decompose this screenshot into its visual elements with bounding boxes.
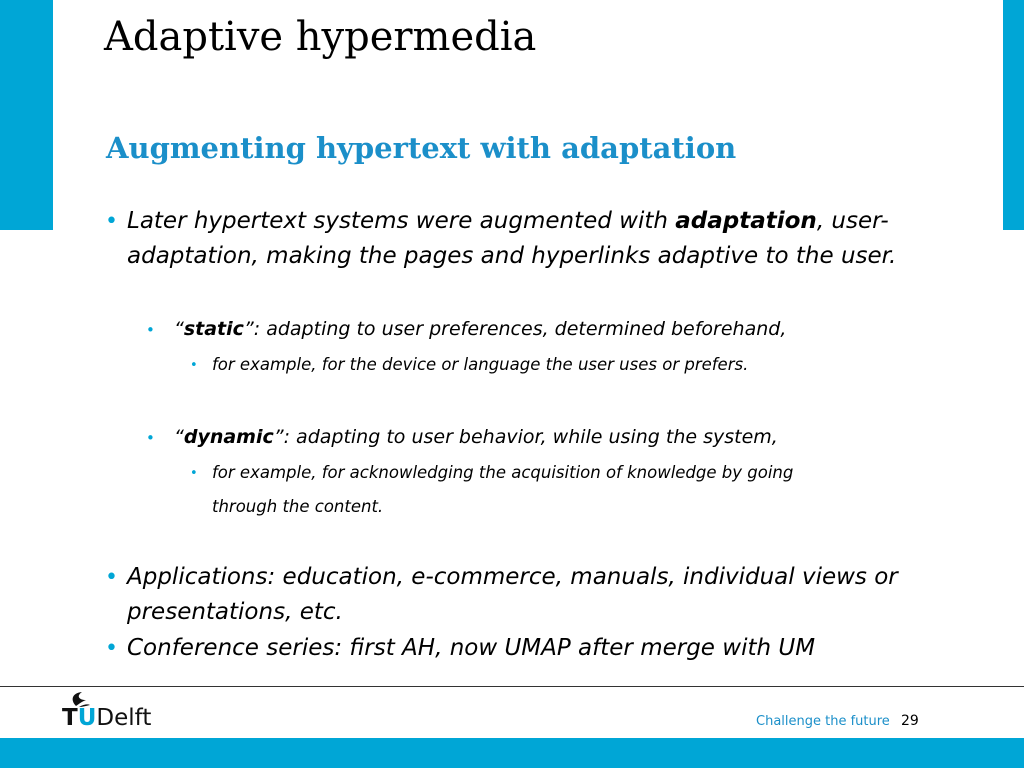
bullet-3-text: Conference series: first AH, now UMAP after merge with UM bbox=[127, 635, 816, 661]
bullet-item-3 bbox=[105, 631, 816, 666]
sub-bullet-static bbox=[146, 314, 787, 344]
bullet-1-text: Later hypertext systems were augmented with bbox=[127, 208, 676, 234]
bullet-1-bold: adaptation bbox=[675, 208, 817, 234]
bullet-dot-icon: • bbox=[105, 636, 118, 661]
static-open-quote: “ bbox=[174, 318, 184, 340]
static-bold: static bbox=[183, 318, 244, 340]
logo-delft: Delft bbox=[96, 705, 152, 731]
tu-delft-logo-text bbox=[62, 705, 151, 731]
dynamic-text: ”: adapting to user behavior, while using the system, bbox=[273, 426, 778, 448]
footer-band bbox=[0, 738, 1024, 768]
footer-tagline: Challenge the future bbox=[756, 714, 890, 729]
bullet-2-line1: Applications: education, e-commerce, manuals, individual views or bbox=[127, 564, 898, 590]
logo-t: T bbox=[62, 705, 78, 731]
static-example-text: for example, for the device or language the user uses or prefers. bbox=[212, 355, 749, 374]
static-text: ”: adapting to user preferences, determined beforehand, bbox=[243, 318, 787, 340]
bullet-1-text-end: , user- bbox=[816, 208, 889, 234]
page-number: 29 bbox=[901, 713, 919, 729]
dynamic-example-line1: for example, for acknowledging the acquisition of knowledge by going bbox=[212, 463, 794, 482]
bullet-dot-icon: • bbox=[105, 209, 118, 234]
bullet-item-1 bbox=[105, 204, 897, 274]
bullet-dot-icon: • bbox=[146, 429, 155, 447]
bullet-dot-icon: • bbox=[190, 466, 198, 481]
logo-tu bbox=[62, 705, 96, 731]
bullet-dot-icon: • bbox=[146, 321, 155, 339]
sub-bullet-dynamic bbox=[146, 422, 778, 452]
bullet-item-2 bbox=[105, 560, 898, 630]
dynamic-bold: dynamic bbox=[183, 426, 274, 448]
bullet-1-line2: adaptation, making the pages and hyperlinks adaptive to the user. bbox=[127, 243, 897, 269]
bullet-2-line2: presentations, etc. bbox=[127, 599, 343, 625]
slide-subtitle: Augmenting hypertext with adaptation bbox=[106, 131, 737, 165]
sub-sub-bullet-dynamic-example bbox=[190, 456, 794, 524]
sub-sub-bullet-static-example bbox=[190, 348, 749, 382]
slide-title: Adaptive hypermedia bbox=[104, 14, 537, 60]
dynamic-open-quote: “ bbox=[174, 426, 184, 448]
footer-divider bbox=[0, 686, 1024, 687]
logo-u: U bbox=[77, 705, 97, 731]
bullet-dot-icon: • bbox=[105, 565, 118, 590]
accent-bar-left bbox=[0, 0, 53, 230]
accent-bar-right bbox=[1003, 0, 1024, 230]
bullet-dot-icon: • bbox=[190, 358, 198, 373]
dynamic-example-line2: through the content. bbox=[212, 497, 384, 516]
